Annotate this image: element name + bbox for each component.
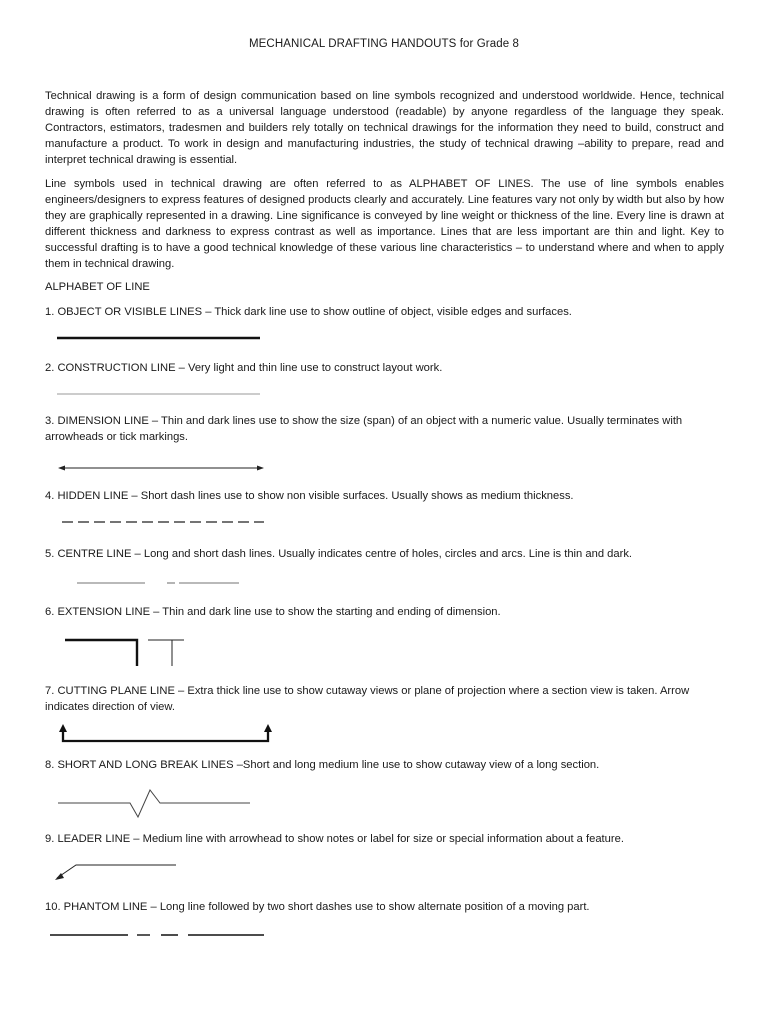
- construction-line-sample: [55, 388, 265, 400]
- line-symbols-paragraph: Line symbols used in technical drawing are often referred to as ALPHABET OF LINES. The use of line symbols enables engineers/designers to express features of designed products clearly and accurately. Line features vary not only by width but also by how they are graphically represented in a drawing. Line significance is conveyed by line weight or thickness of the line. Every line is drawn at different thickness and darkness to express contrast as well as importance. Lines that are less important are thin and light. Key to successful drafting is to have a good technical knowledge of these various line characteristics – to understand where and when to apply them in technical drawing.: [45, 178, 724, 270]
- break-line-sample: [56, 787, 254, 821]
- item-extension-line-text: 6. EXTENSION LINE – Thin and dark line use to show the starting and ending of dimension.: [45, 606, 501, 618]
- item-break-line-text: 8. SHORT AND LONG BREAK LINES –Short and long medium line use to show cutaway view of a long section.: [45, 759, 600, 771]
- item-hidden-line-text: 4. HIDDEN LINE – Short dash lines use to show non visible surfaces. Usually shows as medium thickness.: [45, 490, 574, 502]
- centre-line-sample: [75, 577, 245, 589]
- section-heading: ALPHABET OF LINE: [45, 281, 150, 293]
- item-centre-line-text: 5. CENTRE LINE – Long and short dash lines. Usually indicates centre of holes, circles and arcs. Line is thin and dark.: [45, 548, 633, 560]
- item-dimension-line-text: 3. DIMENSION LINE – Thin and dark lines use to show the size (span) of an object with a numeric value. Usually terminates with arrowheads or tick markings.: [45, 415, 683, 443]
- cutting-plane-line-sample: [57, 723, 277, 745]
- hidden-line-sample: [60, 516, 270, 528]
- extension-line-sample: [62, 634, 192, 670]
- phantom-line-sample: [48, 929, 268, 941]
- item-cutting-plane-line-text: 7. CUTTING PLANE LINE – Extra thick line use to show cutaway views or plane of projection where a section view is taken. Arrow indicates direction of view.: [45, 685, 690, 713]
- item-leader-line-text: 9. LEADER LINE – Medium line with arrowhead to show notes or label for size or special information about a feature.: [45, 833, 624, 845]
- leader-line-sample: [50, 858, 180, 884]
- dimension-line-sample: [56, 462, 268, 474]
- document-title: MECHANICAL DRAFTING HANDOUTS for Grade 8: [248, 38, 520, 50]
- item-object-line-text: 1. OBJECT OR VISIBLE LINES – Thick dark line use to show outline of object, visible edges and surfaces.: [45, 306, 572, 318]
- object-line-sample: [55, 332, 265, 344]
- intro-paragraph: Technical drawing is a form of design communication based on line symbols recognized and understood worldwide. Hence, technical drawing is often referred to as a universal language understood (readable) by anyone regardless of the language they speak. Contractors, estimators, tradesmen and builders rely totally on technical drawings for the information they need to build, construct and manufacture a product. To work in design and manufacturing industries, the study of technical drawing –ability to prepare, read and interpret technical drawing is essential.: [45, 90, 724, 166]
- item-phantom-line-text: 10. PHANTOM LINE – Long line followed by two short dashes use to show alternate position of a moving part.: [45, 901, 590, 913]
- item-construction-line-text: 2. CONSTRUCTION LINE – Very light and thin line use to construct layout work.: [45, 362, 443, 374]
